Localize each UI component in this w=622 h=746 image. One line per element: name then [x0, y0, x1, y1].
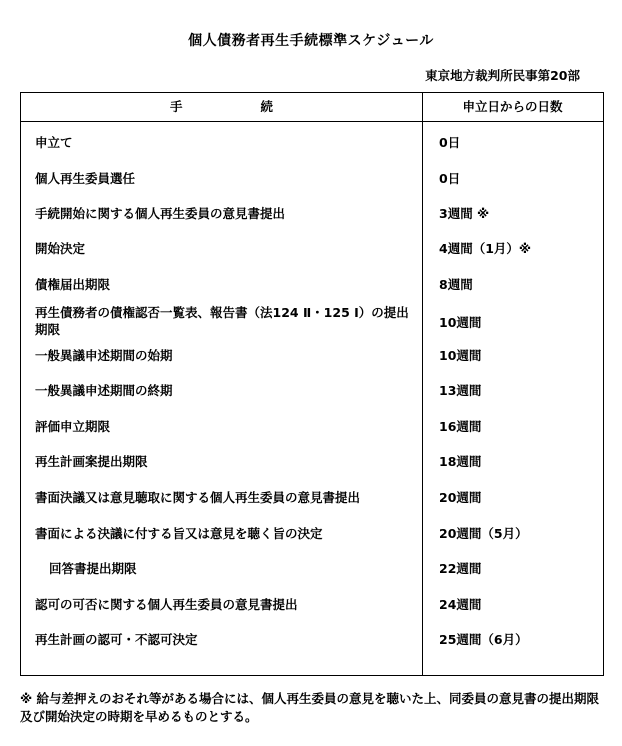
step-cell: 一般異議申述期間の始期 — [35, 348, 173, 363]
step-cell: 評価申立期限 — [35, 419, 111, 434]
step-cell: 認可の可否に関する個人再生委員の意見書提出 — [35, 597, 298, 612]
step-cell: 再生債務者の債権認否一覧表、報告書（法124 Ⅱ・125 Ⅰ）の提出期限 — [35, 305, 409, 337]
step-cell: 債権届出期限 — [35, 277, 111, 292]
days-cell: 0日 — [439, 171, 461, 186]
step-cell: 書面決議又は意見聴取に関する個人再生委員の意見書提出 — [35, 490, 361, 505]
step-cell: 再生計画の認可・不認可決定 — [35, 632, 198, 647]
step-cell: 再生計画案提出期限 — [35, 454, 148, 469]
column-divider — [422, 93, 423, 675]
step-cell: 手続開始に関する個人再生委員の意見書提出 — [35, 206, 286, 221]
days-cell: 13週間 — [439, 383, 482, 398]
days-cell: 8週間 — [439, 277, 473, 292]
days-cell: 3週間 ※ — [439, 206, 490, 221]
step-cell: 申立て — [35, 135, 73, 150]
days-cell: 24週間 — [439, 597, 482, 612]
days-cell: 10週間 — [439, 315, 482, 330]
footnote: ※ 給与差押えのおそれ等がある場合には、個人再生委員の意見を聴いた上、同委員の意見書の提出期限及び開始決定の時期を早めるものとする。 — [20, 691, 600, 724]
step-cell: 個人再生委員選任 — [35, 171, 136, 186]
days-cell: 10週間 — [439, 348, 482, 363]
days-cell: 0日 — [439, 135, 461, 150]
step-cell: 書面による決議に付する旨又は意見を聴く旨の決定 — [35, 526, 323, 541]
step-cell: 開始決定 — [35, 241, 86, 256]
header-step-char-1: 手 — [169, 99, 183, 114]
header-step-char-2: 続 — [260, 99, 274, 114]
step-cell: 回答書提出期限 — [49, 561, 137, 576]
days-cell: 25週間（6月） — [439, 632, 528, 647]
days-cell: 16週間 — [439, 419, 482, 434]
days-cell: 20週間（5月） — [439, 526, 528, 541]
days-cell: 4週間（1月）※ — [439, 241, 532, 256]
header-days: 申立日からの日数 — [462, 99, 563, 114]
header-step — [21, 93, 422, 121]
page-title: 個人債務者再生手続標準スケジュール — [188, 33, 434, 49]
days-cell: 22週間 — [439, 561, 482, 576]
step-cell: 一般異議申述期間の終期 — [35, 383, 173, 398]
schedule-table — [20, 92, 604, 676]
days-cell: 20週間 — [439, 490, 482, 505]
days-cell: 18週間 — [439, 454, 482, 469]
header-divider — [21, 121, 603, 122]
organization-name: 東京地方裁判所民事第20部 — [425, 68, 580, 83]
